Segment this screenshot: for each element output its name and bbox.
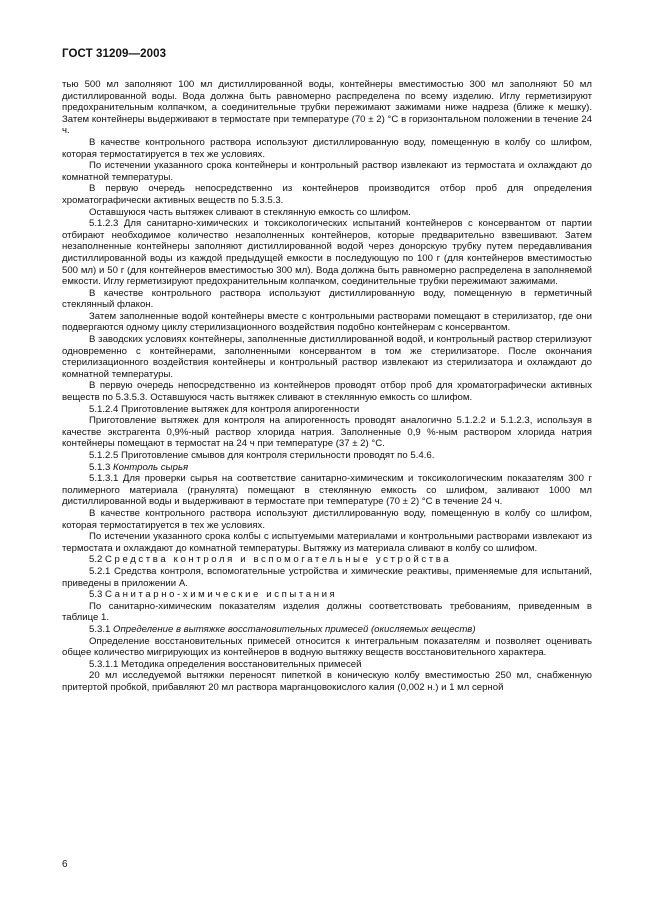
paragraph: В качестве контрольного раствора используют дистиллированную воду, помещенную в колбу со шлифом, которая термостатируется в тех же условиях.	[62, 507, 592, 531]
paragraph: Оставшуюся часть вытяжек сливают в стеклянную емкость со шлифом.	[89, 206, 411, 218]
paragraph: 20 мл исследуемой вытяжки переносят пипеткой в коническую колбу вместимостью 250 мл, снабженную притертой пробкой, прибавляют 20 мл раствора марганцовокислого калия (0,002 н.) и 1 мл серной	[62, 670, 592, 693]
paragraph: По санитарно-химическим показателям изделия должны соответствовать требованиям, приведенным в таблице 1.	[62, 600, 592, 624]
section-title: Контроль сырья	[113, 461, 189, 473]
subsection-heading: 5.3.1.1 Методика определения восстановительных примесей	[89, 658, 362, 670]
paragraph: 5.1.2.3 Для санитарно-химических и токсикологических испытаний контейнеров с консервантом от партии отбирают необходимое количество незаполненных контейнеров, которые предварительно взвешивают. Затем незаполненные контейнеры заполняют дистиллированной водой через донорскую трубку путем передавливания дистиллированной воды из каждой предыдущей емкости в последующую по 100 г (для контейнеров вместимостью 500 мл) и 50 г (для контейнеров вместимостью 300 мл). Вода должна быть равномерно распределена в заполняемой емкости. Иглу герметизируют предохранительным колпачком, соединительные трубки пережимают зажимами.	[62, 218, 592, 288]
paragraph: 5.1.3.1 Для проверки сырья на соответствие санитарно-химическим и токсикологическим показателям 300 г полимерного материала (гранулята) помещают в стеклянную емкость со шлифом, заливают 1000 мл дистиллированной воды и выдерживают в термостате при температуре (70 ± 2) °С в течение 24 ч.	[62, 473, 592, 508]
paragraph: Затем заполненные водой контейнеры вместе с контрольными растворами помещают в стерилизатор, где они подвергаются одному циклу стерилизационного воздействия подобно контейнерам с консервантом.	[62, 310, 592, 334]
paragraph: 5.1.2.5 Приготовление смывов для контроля стерильности проводят по 5.4.6.	[89, 450, 435, 461]
paragraph: Определение восстановительных примесей относится к интегральным показателям и позволяет оценивать общее количество мигрирующих из контейнеров в водную вытяжку веществ восстановительного характера.	[62, 635, 592, 659]
paragraph: В первую очередь непосредственно из контейнеров производится отбор проб для определения хроматографически активных веществ по 5.3.5.3.	[62, 183, 592, 206]
section-title: Санитарно-химические испытания	[105, 589, 338, 601]
subsection-heading	[62, 462, 592, 474]
document-header: ГОСТ 31209—2003	[62, 48, 167, 60]
section-title: Определение в вытяжке восстановительных примесей (окисляемых веществ)	[113, 623, 476, 635]
paragraph: В первую очередь непосредственно из контейнеров проводят отбор проб для хроматографически активных веществ по 5.3.5.3. Оставшуюся часть вытяжек сливают в стеклянную емкость со шлифом.	[62, 380, 592, 404]
paragraph: тью 500 мл заполняют 100 мл дистиллированной воды, контейнеры вместимостью 300 мл заполняют 50 мл дистиллированной воды. Вода должна быть равномерно распределена по всему изделию. Иглу герметизируют предохранительным колпачком, а соединительные трубки пережимают зажимами ниже надреза (ближе к мешку). Затем контейнеры выдерживают в термостате при температуре (70 ± 2) °С в горизонтальном положении в течение 24 ч.	[62, 79, 592, 137]
paragraph: В качестве контрольного раствора используют дистиллированную воду, помещенную в колбу со шлифом, которая термостатируется в тех же условиях.	[62, 136, 592, 160]
paragraph: 5.2.1 Средства контроля, вспомогательные устройства и химические реактивы, применяемые для испытаний, приведены в приложении А.	[62, 565, 592, 589]
section-number: 5.2	[89, 554, 106, 566]
section-number: 5.3.1	[89, 623, 114, 635]
page-number: 6	[62, 859, 68, 870]
paragraph: В заводских условиях контейнеры, заполненные дистиллированной водой, и контрольный раствор стерилизуют одновременно с контейнерами, заполненными консервантом в том же стерилизаторе. После окончания стерилизационного воздействия контейнеры и контрольный раствор извлекают из стерилизатора и охлаждают до комнатной температуры.	[62, 334, 592, 380]
paragraph: В качестве контрольного раствора используют дистиллированную воду, помещенную в герметичный стеклянный флакон.	[62, 287, 592, 311]
paragraph: Приготовление вытяжек для контроля на апирогенность проводят аналогично 5.1.2.2 и 5.1.2.3, используя в качестве экстрагента 0,9%-ный раствор хлорида натрия. Заполненные 0,9 %-ным раствором хлорида натрия контейнеры помещают в термостат на 24 ч при температуре (37 ± 2) °С.	[62, 415, 592, 450]
section-number: 5.3	[89, 589, 106, 601]
subsection-heading: 5.1.2.4 Приготовление вытяжек для контроля апирогенности	[89, 403, 360, 415]
section-heading	[62, 589, 592, 601]
section-title: Средства контроля и вспомогательные устройства	[105, 554, 452, 566]
section-number: 5.1.3	[89, 461, 114, 473]
paragraph: По истечении указанного срока контейнеры и контрольный раствор извлекают из термостата и охлаждают до комнатной температуры.	[62, 160, 592, 183]
paragraph: По истечении указанного срока колбы с испытуемыми материалами и контрольными растворами извлекают из термостата и охлаждают до комнатной температуры. Вытяжку из материала сливают в колбу со шлифом.	[62, 531, 592, 554]
subsection-heading	[62, 624, 592, 636]
section-heading	[62, 554, 592, 566]
document-body	[62, 79, 592, 693]
